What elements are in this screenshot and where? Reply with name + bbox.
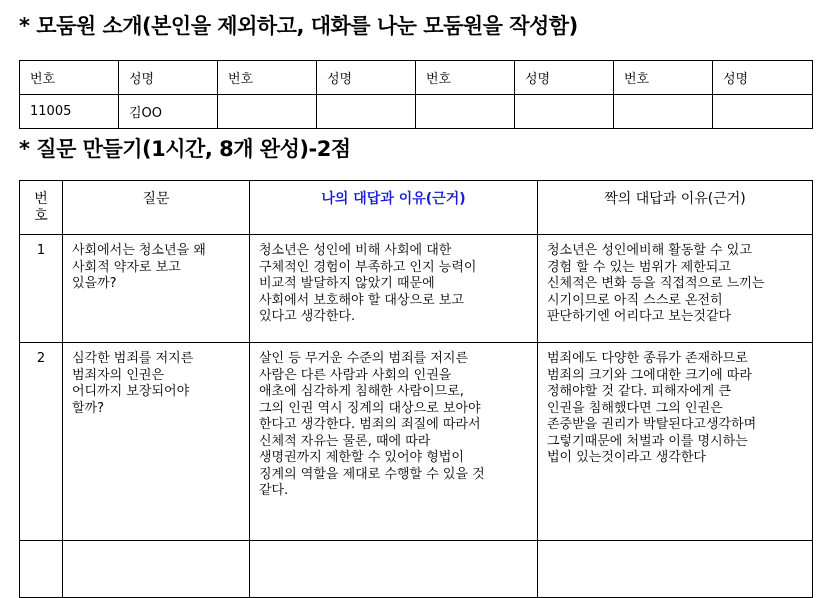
member-name-cell[interactable] [515,95,614,129]
member-number-cell[interactable] [614,95,713,129]
header-cell-name: 성명 [119,61,218,95]
member-name-cell[interactable] [317,95,416,129]
qa-row [20,343,813,541]
header-cell-number: 번호 [614,61,713,95]
header-cell-number: 번호 [218,61,317,95]
member-number-cell[interactable]: 11005 [20,95,119,129]
header-cell-name: 성명 [515,61,614,95]
question-cell[interactable]: 심각한 범죄를 저지른 범죄자의 인권은 어디까지 보장되어야 할까? [63,343,250,541]
header-cell-name: 성명 [317,61,416,95]
member-name-cell[interactable]: 김OO [119,95,218,129]
header-cell-number: 번호 [20,61,119,95]
partner-answer-cell[interactable] [538,541,813,598]
question-cell[interactable] [63,541,250,598]
my-answer-cell[interactable]: 살인 등 무거운 수준의 범죄를 저지른 사람은 다른 사람과 사회의 인권을 애초에 심각하게 침해한 사람이므로, 그의 인권 역시 징계의 대상으로 보아야 한다고 생각한다. 범죄의 죄질에 따라서 신체적 자유는 물론, 때에 따라 생명권까지 제한할 수 있어야 형법이 징계의 역할을 제대로 수행할 수 있을 것 같다. [250,343,538,541]
partner-answer-cell[interactable]: 청소년은 성인에비해 활동할 수 있고 경험 할 수 있는 범위가 제한되고 신체적은 변화 등을 직접적으로 느끼는 시기이므로 아직 스스로 온전히 판단하기엔 어리다고 보는것같다 [538,235,813,343]
question-cell[interactable]: 사회에서는 청소년을 왜 사회적 약자로 보고 있을까? [63,235,250,343]
header-question: 질문 [63,181,250,235]
question-number [20,541,63,598]
partner-answer-cell[interactable]: 범죄에도 다양한 종류가 존재하므로 범죄의 크기와 그에대한 크기에 따라 정해야할 것 같다. 피해자에게 큰 인권을 침해했다면 그의 인권은 존중받을 권리가 박탈된다고생각하며 그렇기때문에 처벌과 이를 명시하는 법이 있는것이라고 생각한다 [538,343,813,541]
question-number: 1 [20,235,63,343]
header-cell-number: 번호 [416,61,515,95]
my-answer-cell[interactable]: 청소년은 성인에 비해 사회에 대한 구체적인 경험이 부족하고 인지 능력이 비교적 발달하지 않았기 때문에 사회에서 보호해야 할 대상으로 보고 있다고 생각한다. [250,235,538,343]
question-number: 2 [20,343,63,541]
header-my-answer: 나의 대답과 이유(근거) [250,181,538,235]
qa-row [20,541,813,598]
qa-table [19,180,813,598]
members-table [19,60,813,129]
header-number: 번 호 [20,181,63,235]
member-name-cell[interactable] [713,95,813,129]
section1-title: * 모둠원 소개(본인을 제외하고, 대화를 나눈 모둠원을 작성함) [19,14,578,38]
member-number-cell[interactable] [416,95,515,129]
members-header-row [20,61,813,95]
header-cell-name: 성명 [713,61,813,95]
section2-title: * 질문 만들기(1시간, 8개 완성)-2점 [19,137,351,161]
my-answer-cell[interactable] [250,541,538,598]
qa-row [20,235,813,343]
members-row [20,95,813,129]
qa-header-row [20,181,813,235]
header-partner-answer: 짝의 대답과 이유(근거) [538,181,813,235]
member-number-cell[interactable] [218,95,317,129]
